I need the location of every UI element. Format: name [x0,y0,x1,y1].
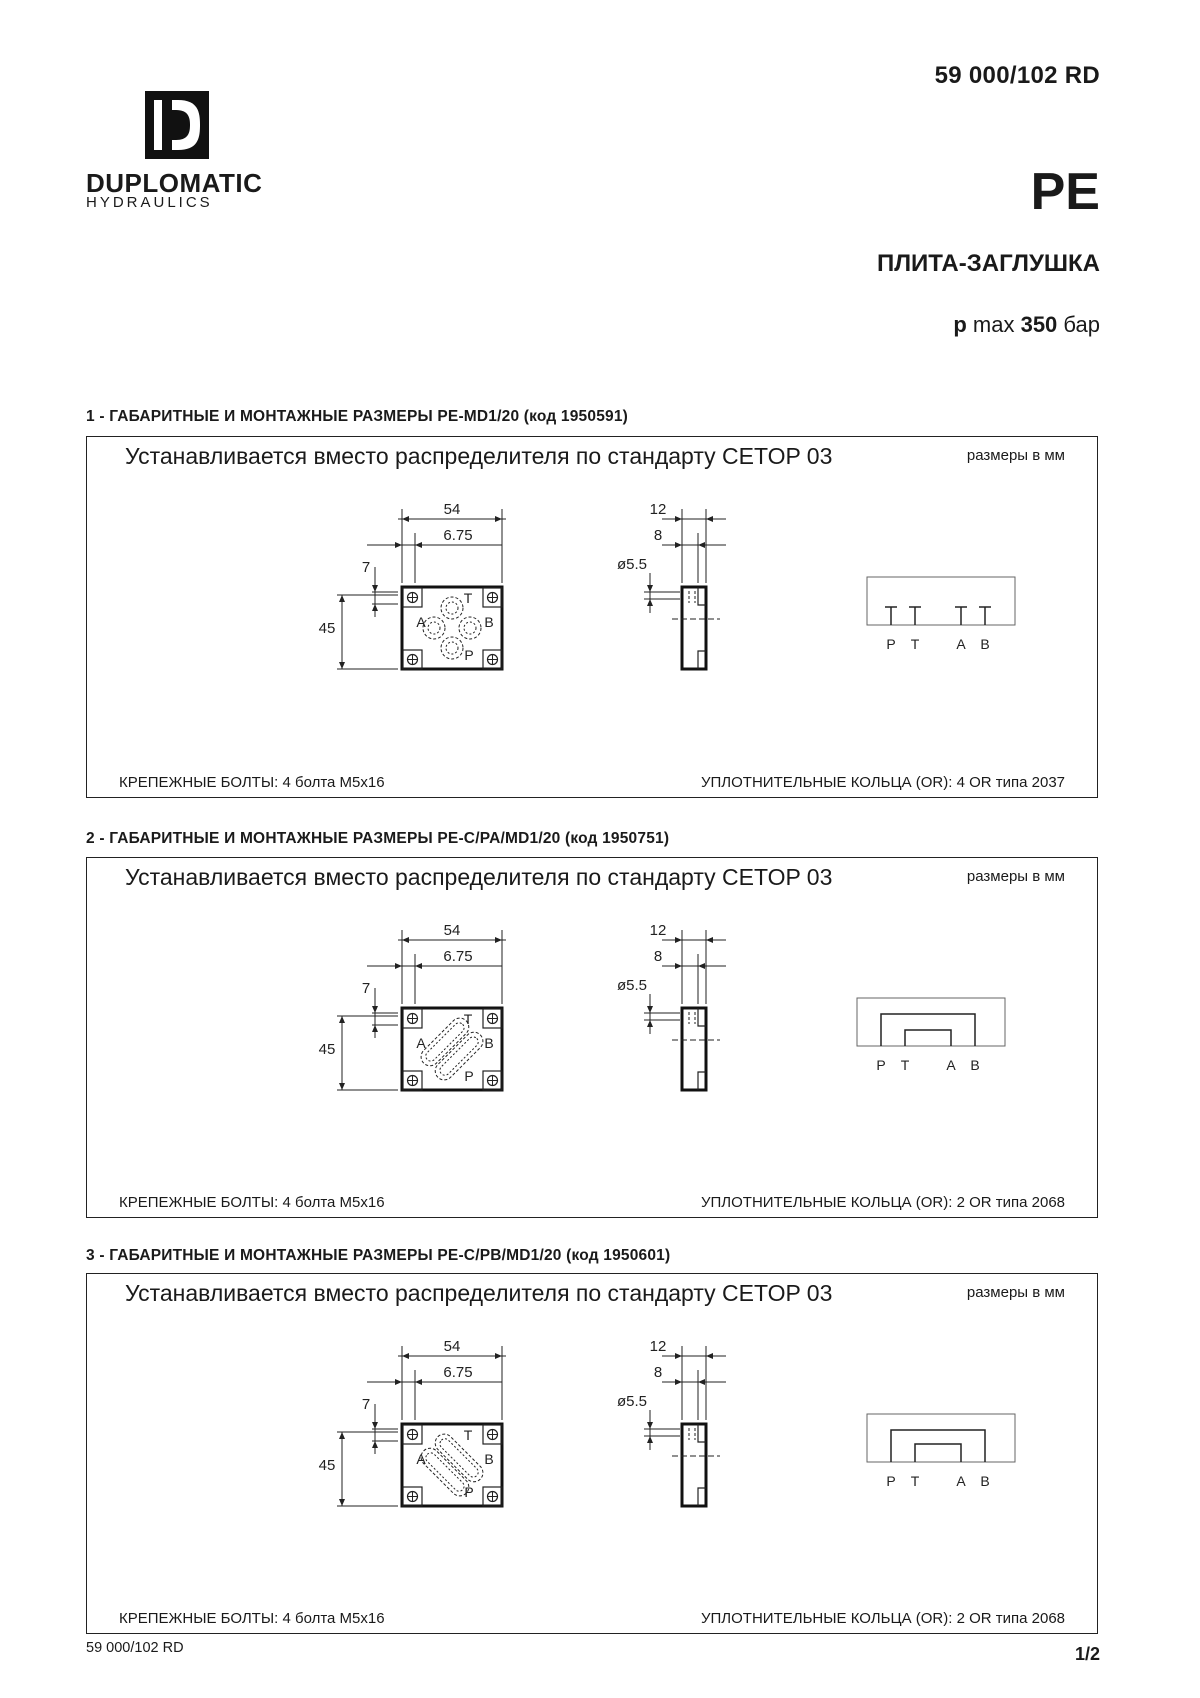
technical-drawing [87,1274,1097,1634]
arrow [647,585,653,592]
port-bore [464,622,476,634]
port-label-p: P [464,1484,474,1500]
arrow [706,1353,713,1359]
arrow [339,662,345,669]
dim-thickness: 12 [649,501,667,518]
section-1-box [86,436,1098,798]
box-subtitle: Устанавливается вместо распределителя по стандарту CETOP 03 [125,443,833,469]
arrow [495,937,502,943]
units-note: размеры в мм [966,447,1065,464]
arrow [339,1432,345,1439]
arrow [339,595,345,602]
dim-offset: 6.75 [443,948,473,965]
channel-seal [431,1028,486,1083]
brand-subname: HYDRAULICS [86,194,213,211]
pressure-unit: бар [1063,312,1100,337]
section-3-box [86,1273,1098,1634]
dim-width: 54 [443,922,461,939]
flow-path-outer [891,1430,985,1462]
arrow [395,542,402,548]
footer-document-code: 59 000/102 RD [86,1640,184,1656]
symbol-envelope [867,577,1015,625]
page-number: 1/2 [1074,1644,1100,1664]
seals-spec: УПЛОТНИТЕЛЬНЫЕ КОЛЬЦА (OR): 2 OR типа 2068 [700,1610,1065,1627]
arrow [647,1436,653,1443]
dim-hole-diameter: ø5.5 [616,1393,648,1410]
port-seal-ring [441,637,463,659]
duplomatic-logo [86,90,276,210]
arrow [495,516,502,522]
hydraulic-symbol [867,1414,1015,1489]
symbol-port-label: P [876,1057,886,1073]
arrow [402,1353,409,1359]
arrow [415,963,422,969]
symbol-envelope [857,998,1005,1046]
dim-hole-diameter: ø5.5 [616,977,648,994]
section-3-title: 3 - ГАБАРИТНЫЕ И МОНТАЖНЫЕ РАЗМЕРЫ PE-C/PB/MD1/20 (код 1950601) [86,1247,671,1264]
arrow [647,1422,653,1429]
dim-thickness: 12 [649,922,667,939]
pressure-symbol: p [953,312,967,337]
port-bore [428,622,440,634]
port-label-b: B [484,1035,494,1051]
pressure-max-label: max [972,312,1015,337]
arrow [706,937,713,943]
arrow [675,1379,682,1385]
port-bore [446,602,458,614]
side-view [617,922,726,1090]
channel-bore [424,1451,466,1493]
arrow [706,516,713,522]
dim-small: 7 [361,1396,371,1413]
dim-width: 54 [443,1338,461,1355]
logo-mark-icon [144,90,210,160]
symbol-port-label: P [886,1473,896,1489]
symbol-port-label: T [910,636,920,652]
symbol-port-label: A [956,1473,966,1489]
arrow [675,1353,682,1359]
arrow [675,963,682,969]
arrow [395,963,402,969]
port-bore [446,642,458,654]
arrow [647,599,653,606]
arrow [647,1006,653,1013]
document-code: 59 000/102 RD [934,62,1100,89]
bolts-spec: КРЕПЕЖНЫЕ БОЛТЫ: 4 болта M5x16 [119,1610,385,1627]
symbol-port-label: B [980,636,990,652]
flow-path-inner [905,1030,951,1046]
dim-hole-diameter: ø5.5 [616,556,648,573]
arrow [698,542,705,548]
arrow [415,1379,422,1385]
units-note: размеры в мм [966,868,1065,885]
dim-thickness-2: 8 [653,1364,663,1381]
dim-small: 7 [361,980,371,997]
front-view [319,1338,506,1506]
port-label-b: B [484,1451,494,1467]
port-label-t: T [463,1011,473,1027]
symbol-port-label: B [970,1057,980,1073]
port-label-t: T [463,590,473,606]
arrow [372,585,378,592]
model-code: PE [1030,163,1100,221]
dim-thickness-2: 8 [653,948,663,965]
arrow [698,1379,705,1385]
section-2-box [86,857,1098,1218]
dim-offset: 6.75 [443,1364,473,1381]
side-outline [682,1008,706,1090]
side-view [617,1338,726,1506]
symbol-port-label: T [900,1057,910,1073]
port-seal-ring [459,617,481,639]
symbol-envelope [867,1414,1015,1462]
arrow [495,1353,502,1359]
arrow [339,1499,345,1506]
bolts-spec: КРЕПЕЖНЫЕ БОЛТЫ: 4 болта M5x16 [119,774,385,791]
dim-height: 45 [318,620,336,637]
symbol-port-label: A [946,1057,956,1073]
side-view [617,501,726,669]
channel-seal [431,1430,486,1485]
port-seal-ring [423,617,445,639]
hydraulic-symbol [867,577,1015,652]
hydraulic-symbol [857,998,1005,1073]
arrow [675,542,682,548]
channel-group [431,1430,486,1485]
dim-height: 45 [318,1457,336,1474]
arrow [372,1025,378,1032]
arrow [372,604,378,611]
arrow [415,542,422,548]
dim-small: 7 [361,559,371,576]
seals-spec: УПЛОТНИТЕЛЬНЫЕ КОЛЬЦА (OR): 4 OR типа 2037 [700,774,1065,791]
port-label-t: T [463,1427,473,1443]
port-seal-ring [441,597,463,619]
arrow [395,1379,402,1385]
seals-spec: УПЛОТНИТЕЛЬНЫЕ КОЛЬЦА (OR): 2 OR типа 2068 [700,1194,1065,1211]
side-outline [682,587,706,669]
technical-drawing [87,437,1097,797]
arrow [339,1083,345,1090]
box-subtitle: Устанавливается вместо распределителя по стандарту CETOP 03 [125,1280,833,1306]
dim-width: 54 [443,501,461,518]
bolts-spec: КРЕПЕЖНЫЕ БОЛТЫ: 4 болта M5x16 [119,1194,385,1211]
dim-thickness: 12 [649,1338,667,1355]
units-note: размеры в мм [966,1284,1065,1301]
symbol-port-label: B [980,1473,990,1489]
pressure-value: 350 [1020,312,1058,337]
technical-drawing [87,858,1097,1218]
port-label-a: A [416,614,426,630]
arrow [402,516,409,522]
flow-path-inner [915,1444,961,1462]
channel-bore [438,1437,480,1479]
section-1-title: 1 - ГАБАРИТНЫЕ И МОНТАЖНЫЕ РАЗМЕРЫ PE-MD1/20 (код 1950591) [86,408,629,425]
arrow [675,516,682,522]
side-outline [682,1424,706,1506]
symbol-port-label: A [956,636,966,652]
arrow [675,937,682,943]
max-pressure [953,312,1100,338]
channel-group [431,1028,486,1083]
port-label-a: A [416,1451,426,1467]
arrow [647,1020,653,1027]
arrow [372,1422,378,1429]
port-label-a: A [416,1035,426,1051]
symbol-port-label: T [910,1473,920,1489]
front-view [319,501,506,669]
product-name: ПЛИТА-ЗАГЛУШКА [876,250,1100,277]
dim-thickness-2: 8 [653,527,663,544]
section-2-title: 2 - ГАБАРИТНЫЕ И МОНТАЖНЫЕ РАЗМЕРЫ PE-C/PA/MD1/20 (код 1950751) [86,830,670,847]
front-view [319,922,506,1090]
arrow [372,1441,378,1448]
arrow [372,1006,378,1013]
port-label-b: B [484,614,494,630]
arrow [698,963,705,969]
dim-height: 45 [318,1041,336,1058]
brand-name: DUPLOMATIC [86,168,263,198]
dim-offset: 6.75 [443,527,473,544]
port-label-p: P [464,1068,474,1084]
port-label-p: P [464,647,474,663]
arrow [339,1016,345,1023]
box-subtitle: Устанавливается вместо распределителя по стандарту CETOP 03 [125,864,833,890]
symbol-port-label: P [886,636,896,652]
arrow [402,937,409,943]
